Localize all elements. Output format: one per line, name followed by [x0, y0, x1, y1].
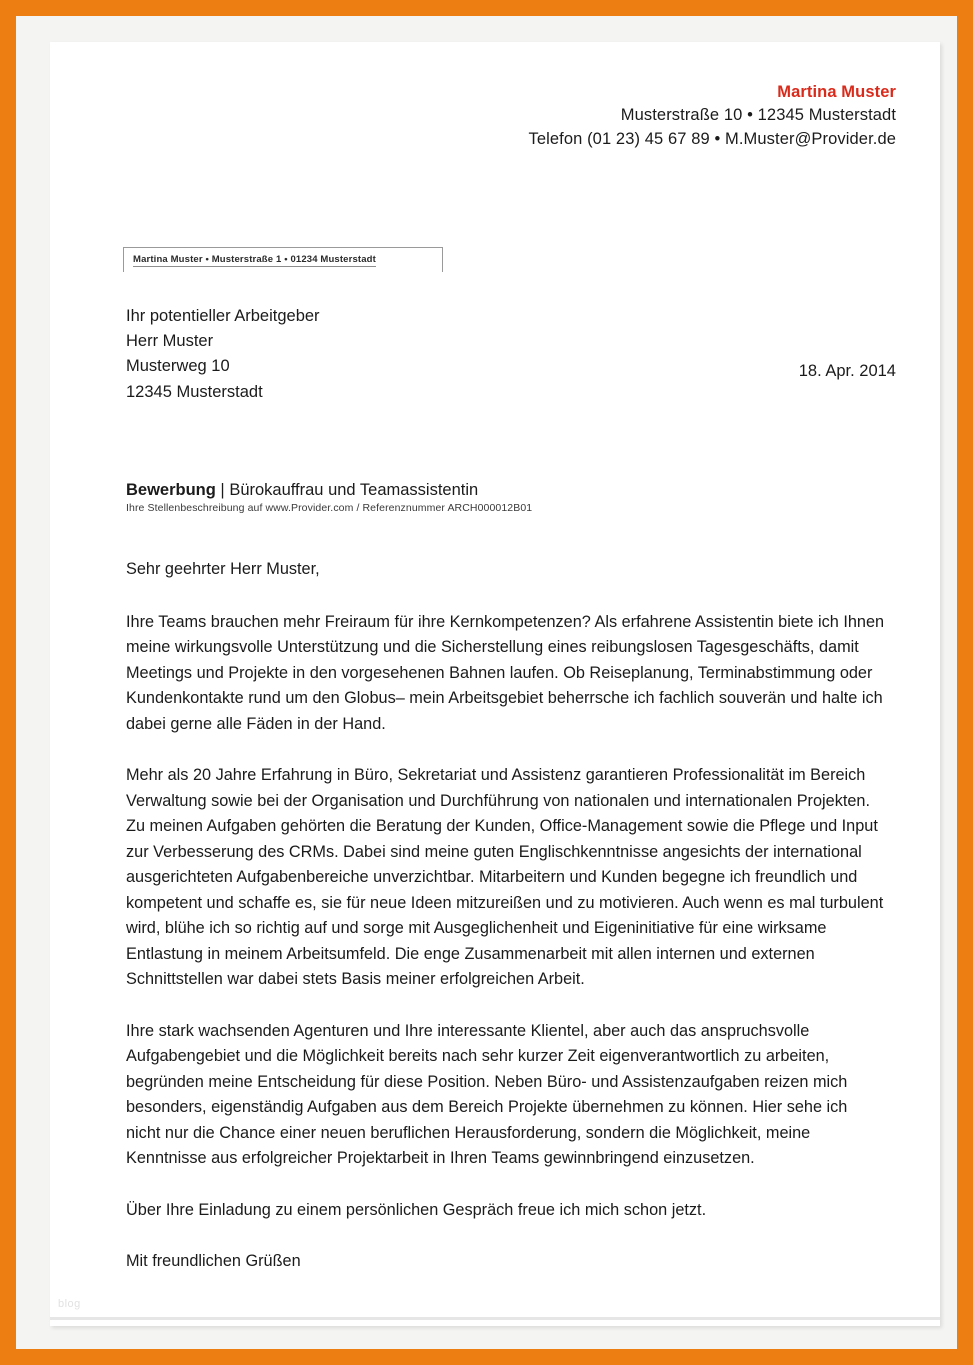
sheet-bottom-rule — [50, 1317, 940, 1320]
body-paragraph-3: Ihre stark wachsenden Agenturen und Ihre interessante Klientel, aber auch das anspruchsvolle Aufgabengebiet und die Möglichkeit bereits nach sehr kurzer Zeit eigenverantwortlich zu arbeiten, begründen meine Entscheidung für diese Position. Neben Büro- und Assistenzaufgaben reizen mich besonders, eigenständig Aufgaben aus dem Bereich Projekte übernehmen zu können. Hier sehe ich nicht nur die Chance einer neuen beruflichen Herausforderung, sondern die Möglichkeit, meine Kenntnisse aus erfolgreicher Projektarbeit in Ihren Teams gewinnbringend einzusetzen. — [126, 1021, 848, 1167]
recipient-line-3: Musterweg 10 — [126, 357, 230, 376]
watermark: blog — [58, 1298, 81, 1310]
return-address-box — [123, 247, 443, 272]
letter-body — [126, 557, 886, 1275]
sender-address: Musterstraße 10 • 12345 Musterstadt — [620, 106, 896, 125]
recipient-address — [126, 304, 320, 405]
recipient-line-1: Ihr potentieller Arbeitgeber — [126, 307, 320, 325]
salutation: Sehr geehrter Herr Muster, — [126, 560, 320, 578]
sender-name: Martina Muster — [777, 83, 896, 101]
subject-reference: Ihre Stellenbeschreibung auf www.Provider.com / Referenznummer ARCH000012B01 — [126, 502, 533, 514]
return-address-line: Martina Muster • Musterstraße 1 • 01234 Musterstadt — [133, 254, 376, 265]
subject-block — [126, 481, 532, 514]
subject-bold: Bewerbung — [126, 481, 216, 499]
recipient-line-2: Herr Muster — [126, 332, 214, 351]
signoff: Mit freundlichen Grüßen — [126, 1252, 301, 1270]
sender-contact: Telefon (01 23) 45 67 89 • M.Muster@Provider.de — [528, 129, 896, 148]
page-background — [16, 16, 957, 1349]
subject-rest: Bürokauffrau und Teamassistentin — [229, 481, 479, 499]
letter-date: 18. Apr. 2014 — [798, 362, 896, 380]
body-paragraph-1: Ihre Teams brauchen mehr Freiraum für ihre Kernkompetenzen? Als erfahrene Assistentin biete ich Ihnen meine wirkungsvolle Unterstützung und die Sicherstellung eines reibungslosen Tagesgeschäfts, damit Meetings und Projekte in den vorgesehenen Bahnen laufen. Ob Reiseplanung, Terminabstimmung oder Kundenkontakte rund um den Globus– mein Arbeitsgebiet beherrsche ich fachlich souverän und halte ich dabei gerne alle Fäden in der Hand. — [126, 612, 885, 733]
letter-sheet — [50, 42, 940, 1326]
subject-separator: | — [215, 481, 230, 499]
closing-sentence: Über Ihre Einladung zu einem persönlichen Gespräch freue ich mich schon jetzt. — [126, 1200, 707, 1219]
body-paragraph-2: Mehr als 20 Jahre Erfahrung in Büro, Sekretariat und Assistenz garantieren Professionalität im Bereich Verwaltung sowie bei der Organisation und Durchführung von nationalen und internationalen Projekten. Zu meinen Aufgaben gehörten die Beratung der Kunden, Office-Management sowie die Pflege und Input zur Verbesserung des CRMs. Dabei sind meine guten Englischkenntnisse angesichts der international ausgerichteten Aufgabenbereiche unverzichtbar. Mitarbeitern und Kunden begegne ich freundlich und kompetent und schaffe es, sie für neue Ideen mitzureißen und zu motivieren. Auch wenn es mal turbulent wird, blühe ich so richtig auf und sorge mit Ausgeglichenheit und Eigeninitiative für eine wirksame Entlastung in meinem Arbeitsumfeld. Die enge Zusammenarbeit mit allen internen und externen Schnittstellen war dabei stets Basis meiner erfolgreichen Arbeit. — [126, 766, 884, 988]
subject-line — [126, 481, 532, 500]
recipient-line-4: 12345 Musterstadt — [126, 382, 263, 401]
letterhead — [529, 81, 897, 151]
